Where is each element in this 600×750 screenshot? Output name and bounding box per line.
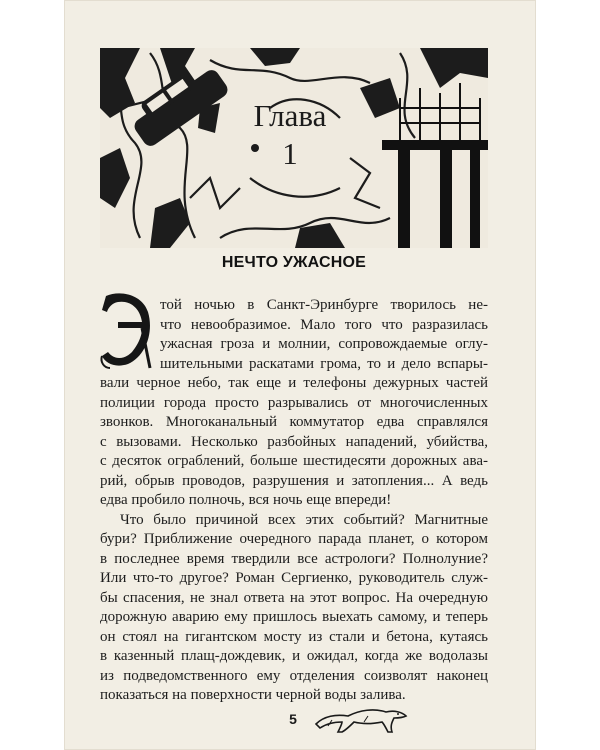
text-line: дорожную аварию ему пришлось выехать самому, и теперь: [100, 609, 488, 625]
text-line: бы спасения, не знал ответа на этот вопрос. На очередную: [100, 589, 488, 606]
text-line: из подведомственного ему отделения соизволят наконец: [100, 667, 488, 684]
chapter-title: НЕЧТО УЖАСНОЕ: [221, 254, 367, 271]
text-line: что невообразимое. Мало того что разразилась: [160, 316, 488, 333]
body-text: [100, 296, 488, 706]
chapter-label: Глава: [253, 98, 327, 133]
chapter-number: 1: [282, 136, 298, 171]
text-line: он стоял на гигантском мосту из стали и бетона, кутаясь: [100, 628, 488, 645]
text-line: с десяток ограблений, больше шестидесяти дорожных ава-: [100, 453, 488, 469]
text-line: Что было причиной всех этих событий? Магнитные: [120, 511, 488, 528]
text-line: в последнее время твердили все астрологи? Полнолуние?: [100, 550, 488, 567]
running-animal-ornament: [312, 700, 412, 736]
text-line: бури? Приближение очередного парада планет, о котором: [100, 531, 488, 547]
text-line: звонков. Многоканальный коммутатор едва справлялся: [100, 414, 488, 430]
text-line: с вызовами. Несколько разбойных нападений, убийства,: [100, 433, 488, 450]
text-line: вали черное небо, так еще и телефоны дежурных частей: [100, 375, 488, 391]
text-line: ужасная гроза и молнии, сопровождаемые оглу-: [160, 336, 488, 352]
text-line: едва пробило полночь, вся ночь еще впереди!: [100, 492, 392, 508]
text-line: рий, обрыв проводов, разрушения и затопления... А ведь: [100, 472, 488, 489]
page-number: 5: [289, 711, 297, 727]
text-line: той ночью в Санкт-Эринбурге творилось не-: [160, 297, 488, 313]
text-line: полиции города просто разрывались от многочисленных: [100, 394, 488, 411]
text-line: Или что-то другое? Роман Сергиенко, руководитель служ-: [100, 570, 488, 586]
text-line: показаться на поверхности черной воды залива.: [100, 687, 406, 703]
text-line: шительными раскатами грома, то и дело вспары-: [160, 355, 488, 372]
text-line: в казенный плащ-дождевик, и ожидал, когда же водолазы: [100, 648, 488, 664]
